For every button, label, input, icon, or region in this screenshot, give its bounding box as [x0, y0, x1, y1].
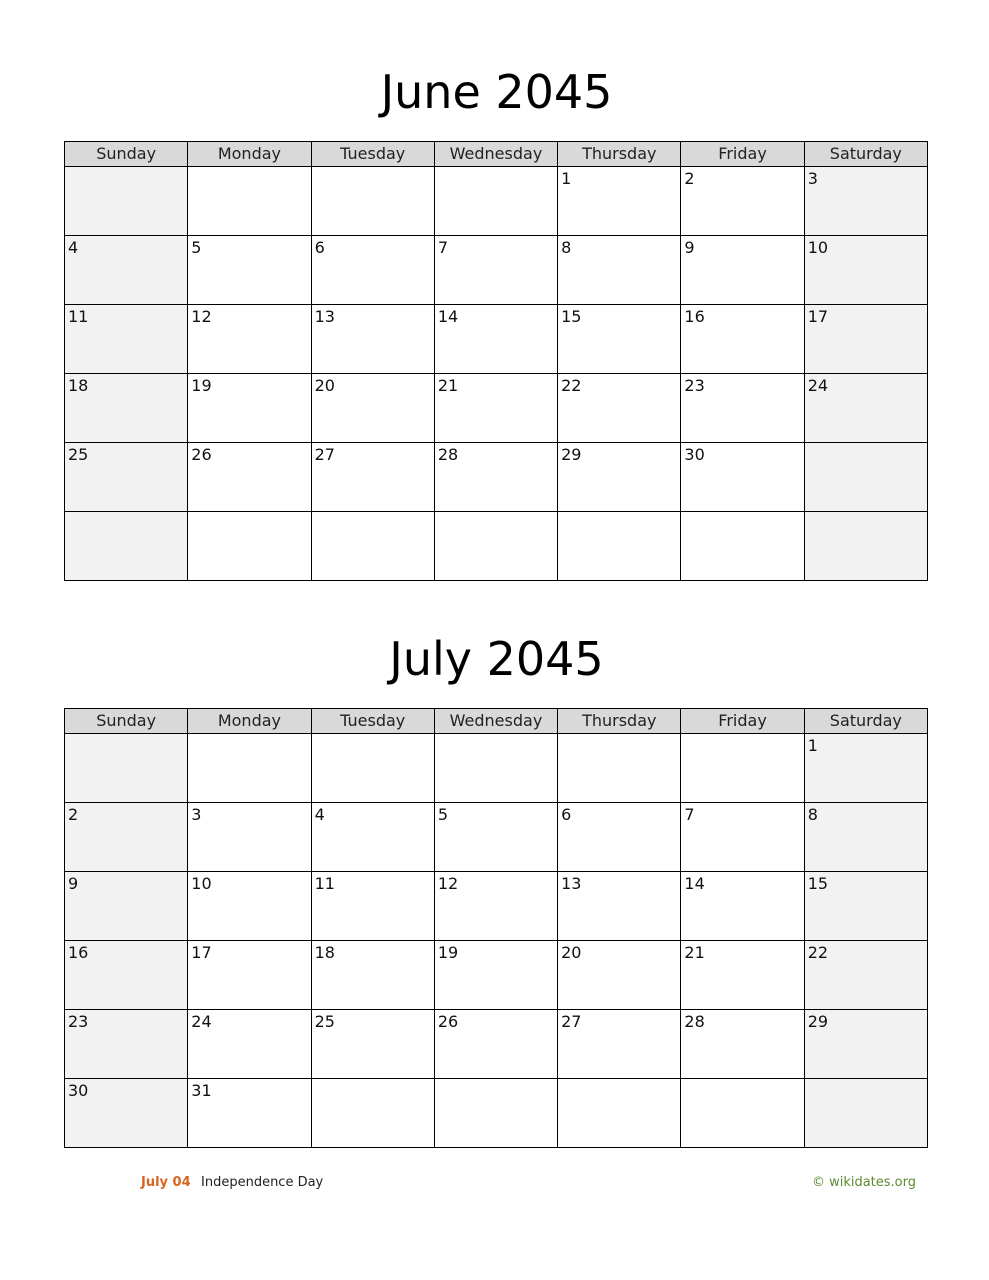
day-number: 4	[314, 805, 325, 824]
weekday-header-row	[65, 709, 928, 734]
day-number: 16	[684, 307, 705, 326]
day-number: 9	[68, 874, 79, 893]
day-cell	[311, 374, 434, 443]
day-number	[805, 443, 927, 445]
day-number: 8	[561, 238, 572, 257]
day-number	[805, 512, 927, 514]
day-number: 3	[807, 169, 818, 188]
day-cell	[65, 872, 188, 941]
day-cell	[188, 374, 311, 443]
day-number: 12	[437, 874, 459, 893]
day-cell	[804, 734, 927, 803]
weekday-header-tuesday: Tuesday	[311, 709, 434, 734]
day-cell	[681, 374, 804, 443]
weekday-header-saturday: Saturday	[804, 709, 927, 734]
day-number: 30	[68, 1081, 89, 1100]
day-cell	[681, 443, 804, 512]
weekday-header-sunday: Sunday	[65, 142, 188, 167]
day-cell	[434, 872, 557, 941]
day-cell	[188, 1079, 311, 1148]
day-cell	[188, 443, 311, 512]
weekday-header-wednesday: Wednesday	[434, 709, 557, 734]
day-number	[435, 167, 557, 169]
day-number: 1	[807, 736, 818, 755]
day-number: 9	[684, 238, 695, 257]
day-cell	[188, 872, 311, 941]
day-number: 13	[314, 307, 335, 326]
day-cell	[558, 443, 681, 512]
day-cell	[188, 305, 311, 374]
site-credit: © wikidates.org	[811, 1175, 916, 1190]
day-cell	[681, 512, 804, 581]
day-number: 4	[68, 238, 79, 257]
holiday-name: Independence Day	[201, 1175, 324, 1190]
day-number: 6	[314, 238, 325, 257]
day-number: 14	[437, 307, 459, 326]
day-cell	[681, 734, 804, 803]
day-cell	[65, 1079, 188, 1148]
weekday-header-friday: Friday	[681, 709, 804, 734]
day-number: 23	[684, 376, 705, 395]
week-row	[65, 374, 928, 443]
day-cell	[681, 1079, 804, 1148]
calendar-grid-july	[64, 708, 928, 1148]
day-number: 26	[191, 445, 212, 464]
week-row	[65, 1079, 928, 1148]
day-number: 11	[314, 874, 335, 893]
day-cell	[681, 167, 804, 236]
day-number: 24	[191, 1012, 212, 1031]
day-cell	[558, 941, 681, 1010]
week-row	[65, 167, 928, 236]
day-cell	[311, 236, 434, 305]
day-cell	[804, 1010, 927, 1079]
day-cell	[311, 512, 434, 581]
day-cell	[558, 236, 681, 305]
day-number: 20	[561, 943, 582, 962]
day-number: 8	[807, 805, 818, 824]
weekday-header-tuesday: Tuesday	[311, 142, 434, 167]
week-row	[65, 1010, 928, 1079]
day-cell	[434, 443, 557, 512]
day-cell	[434, 1079, 557, 1148]
day-number: 12	[191, 307, 212, 326]
day-number	[312, 167, 434, 169]
week-row	[65, 734, 928, 803]
weekday-header-wednesday: Wednesday	[434, 142, 557, 167]
weekday-header-thursday: Thursday	[558, 709, 681, 734]
day-number: 10	[191, 874, 212, 893]
day-cell	[558, 512, 681, 581]
day-number	[65, 167, 187, 169]
day-cell	[65, 305, 188, 374]
weekday-header-monday: Monday	[188, 709, 311, 734]
day-number	[681, 734, 803, 736]
day-number: 6	[561, 805, 572, 824]
day-cell	[188, 734, 311, 803]
day-number	[188, 167, 310, 169]
day-cell	[65, 803, 188, 872]
day-cell	[188, 803, 311, 872]
week-row	[65, 941, 928, 1010]
day-number: 28	[684, 1012, 705, 1031]
day-cell	[434, 1010, 557, 1079]
day-cell	[311, 443, 434, 512]
day-number	[558, 1079, 680, 1081]
day-cell	[681, 872, 804, 941]
day-number: 22	[561, 376, 582, 395]
weekday-header-friday: Friday	[681, 142, 804, 167]
day-number: 21	[437, 376, 459, 395]
holiday-date: July 04	[141, 1175, 191, 1190]
day-cell	[188, 167, 311, 236]
day-cell	[434, 803, 557, 872]
weekday-header-thursday: Thursday	[558, 142, 681, 167]
day-number: 29	[561, 445, 582, 464]
day-number: 15	[807, 874, 829, 893]
day-number: 5	[191, 238, 202, 257]
weekday-header-row	[65, 142, 928, 167]
day-cell	[434, 734, 557, 803]
day-cell	[434, 305, 557, 374]
day-cell	[65, 167, 188, 236]
day-number: 29	[807, 1012, 829, 1031]
day-number: 25	[68, 445, 89, 464]
day-cell	[804, 872, 927, 941]
day-number: 20	[314, 376, 335, 395]
day-number: 7	[684, 805, 695, 824]
month-title-june: June 2045	[380, 65, 613, 119]
day-cell	[188, 1010, 311, 1079]
day-cell	[65, 512, 188, 581]
day-number: 3	[191, 805, 202, 824]
weekday-header-sunday: Sunday	[65, 709, 188, 734]
day-cell	[558, 1079, 681, 1148]
day-number: 21	[684, 943, 705, 962]
day-number: 17	[807, 307, 829, 326]
day-cell	[188, 236, 311, 305]
day-cell	[558, 734, 681, 803]
day-number: 24	[807, 376, 829, 395]
day-number: 30	[684, 445, 705, 464]
week-row	[65, 236, 928, 305]
day-cell	[188, 941, 311, 1010]
day-number: 15	[561, 307, 582, 326]
day-cell	[804, 803, 927, 872]
day-cell	[681, 1010, 804, 1079]
week-row	[65, 443, 928, 512]
day-cell	[558, 1010, 681, 1079]
day-cell	[65, 941, 188, 1010]
day-number: 2	[684, 169, 695, 188]
day-number: 25	[314, 1012, 335, 1031]
day-number: 10	[807, 238, 829, 257]
day-cell	[311, 1079, 434, 1148]
day-number: 19	[437, 943, 459, 962]
day-number: 18	[68, 376, 89, 395]
day-cell	[804, 941, 927, 1010]
day-cell	[65, 374, 188, 443]
day-cell	[311, 872, 434, 941]
day-cell	[558, 374, 681, 443]
day-cell	[804, 443, 927, 512]
day-cell	[65, 443, 188, 512]
day-cell	[681, 803, 804, 872]
day-cell	[804, 167, 927, 236]
day-number: 27	[561, 1012, 582, 1031]
day-number: 7	[437, 238, 449, 257]
day-cell	[311, 1010, 434, 1079]
day-number	[312, 734, 434, 736]
day-number: 23	[68, 1012, 89, 1031]
day-cell	[311, 167, 434, 236]
week-row	[65, 305, 928, 374]
day-cell	[558, 305, 681, 374]
day-number: 19	[191, 376, 212, 395]
day-number	[312, 1079, 434, 1081]
day-cell	[558, 167, 681, 236]
day-number: 16	[68, 943, 89, 962]
day-cell	[65, 236, 188, 305]
day-cell	[311, 803, 434, 872]
day-number	[435, 734, 557, 736]
day-number	[312, 512, 434, 514]
day-number: 18	[314, 943, 335, 962]
day-number	[435, 1079, 557, 1081]
day-cell	[558, 803, 681, 872]
day-cell	[434, 374, 557, 443]
day-number: 22	[807, 943, 829, 962]
day-cell	[434, 512, 557, 581]
day-cell	[804, 236, 927, 305]
day-cell	[804, 512, 927, 581]
day-cell	[804, 1079, 927, 1148]
day-number: 27	[314, 445, 335, 464]
day-cell	[681, 305, 804, 374]
day-cell	[311, 941, 434, 1010]
day-number	[65, 734, 187, 736]
day-number	[188, 734, 310, 736]
day-number	[435, 512, 557, 514]
day-number: 11	[68, 307, 89, 326]
day-number: 1	[561, 169, 572, 188]
day-cell	[681, 941, 804, 1010]
day-number: 14	[684, 874, 705, 893]
day-cell	[434, 236, 557, 305]
day-cell	[681, 236, 804, 305]
week-row	[65, 512, 928, 581]
weekday-header-saturday: Saturday	[804, 142, 927, 167]
day-cell	[804, 305, 927, 374]
day-cell	[558, 872, 681, 941]
day-cell	[311, 734, 434, 803]
day-number	[558, 512, 680, 514]
day-cell	[188, 512, 311, 581]
day-number: 28	[437, 445, 459, 464]
weekday-header-monday: Monday	[188, 142, 311, 167]
day-number	[805, 1079, 927, 1081]
day-cell	[65, 734, 188, 803]
day-cell	[311, 305, 434, 374]
day-number: 13	[561, 874, 582, 893]
day-number	[558, 734, 680, 736]
month-title-july: July 2045	[389, 632, 604, 686]
day-number: 31	[191, 1081, 212, 1100]
day-cell	[434, 941, 557, 1010]
day-number	[681, 512, 803, 514]
day-number	[188, 512, 310, 514]
day-number: 2	[68, 805, 79, 824]
day-number: 26	[437, 1012, 459, 1031]
calendar-grid-june	[64, 141, 928, 581]
day-cell	[434, 167, 557, 236]
day-cell	[804, 374, 927, 443]
day-number: 17	[191, 943, 212, 962]
week-row	[65, 803, 928, 872]
day-number	[65, 512, 187, 514]
week-row	[65, 872, 928, 941]
day-cell	[65, 1010, 188, 1079]
day-number: 5	[437, 805, 449, 824]
day-number	[681, 1079, 803, 1081]
